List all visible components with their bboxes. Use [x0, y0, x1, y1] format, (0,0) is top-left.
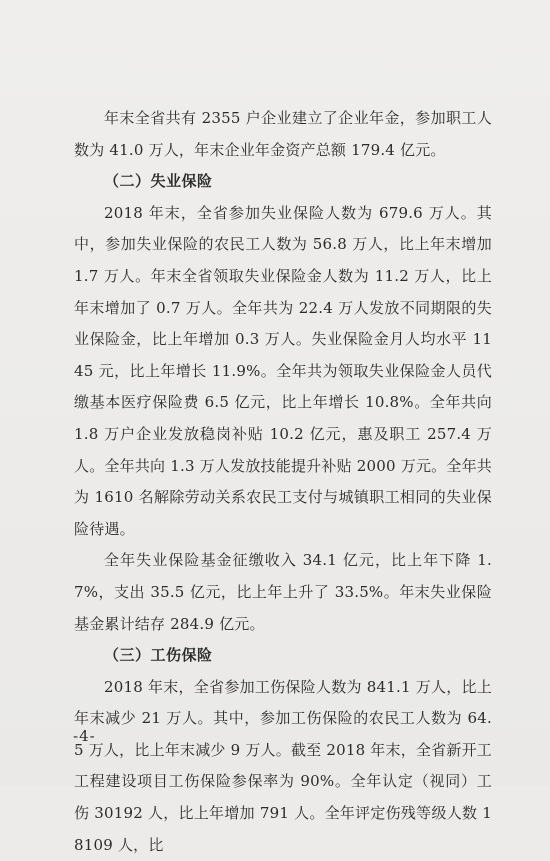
- section-heading-work-injury-insurance: （三）工伤保险: [104, 646, 213, 665]
- paragraph-unemployment-fund: 全年失业保险基金征缴收入 34.1 亿元，比上年下降 1.7%，支出 35.5 亿元，比上年上升了 33.5%。年末失业保险基金累计结存 284.9 亿元。: [74, 551, 492, 633]
- section-heading-unemployment-insurance: （二）失业保险: [104, 172, 213, 191]
- document-body: [74, 103, 492, 861]
- paragraph-unemployment-participation: 2018 年末，全省参加失业保险人数为 679.6 万人。其中，参加失业保险的农民工人数为 56.8 万人，比上年末增加 1.7 万人。年末全省领取失业保险金人数为 11.2 万人，比上年末增加了 0.7 万人。全年共为 22.4 万人发放不同期限的失业保险金，比上年增加 0.3 万人。失业保险金月人均水平 1145 元，比上年增长 11.9%。全年共为领取失业保险金人员代缴基本医疗保险费 6.5 亿元，比上年增长 10.8%。全年共向 1.8 万户企业发放稳岗补贴 10.2 亿元，惠及职工 257.4 万人。全年共向 1.3 万人发放技能提升补贴 2000 万元。全年共为 1610 名解除劳动关系农民工支付与城镇职工相同的失业保险待遇。: [74, 203, 492, 538]
- page-number: -4-: [73, 727, 96, 745]
- paragraph-enterprise-annuity: 年末全省共有 2355 户企业建立了企业年金，参加职工人数为 41.0 万人，年末企业年金资产总额 179.4 亿元。: [74, 109, 492, 159]
- paragraph-work-injury-participation: 2018 年末，全省参加工伤保险人数为 841.1 万人，比上年末减少 21 万人。其中，参加工伤保险的农民工人数为 64.5 万人，比上年末减少 9 万人。截至 2018 年末，全省新开工工程建设项目工伤保险参保率为 90%。全年认定（视同）工伤 30192 人，比上年增加 791 人。全年评定伤残等级人数 18109 人，比: [74, 677, 492, 854]
